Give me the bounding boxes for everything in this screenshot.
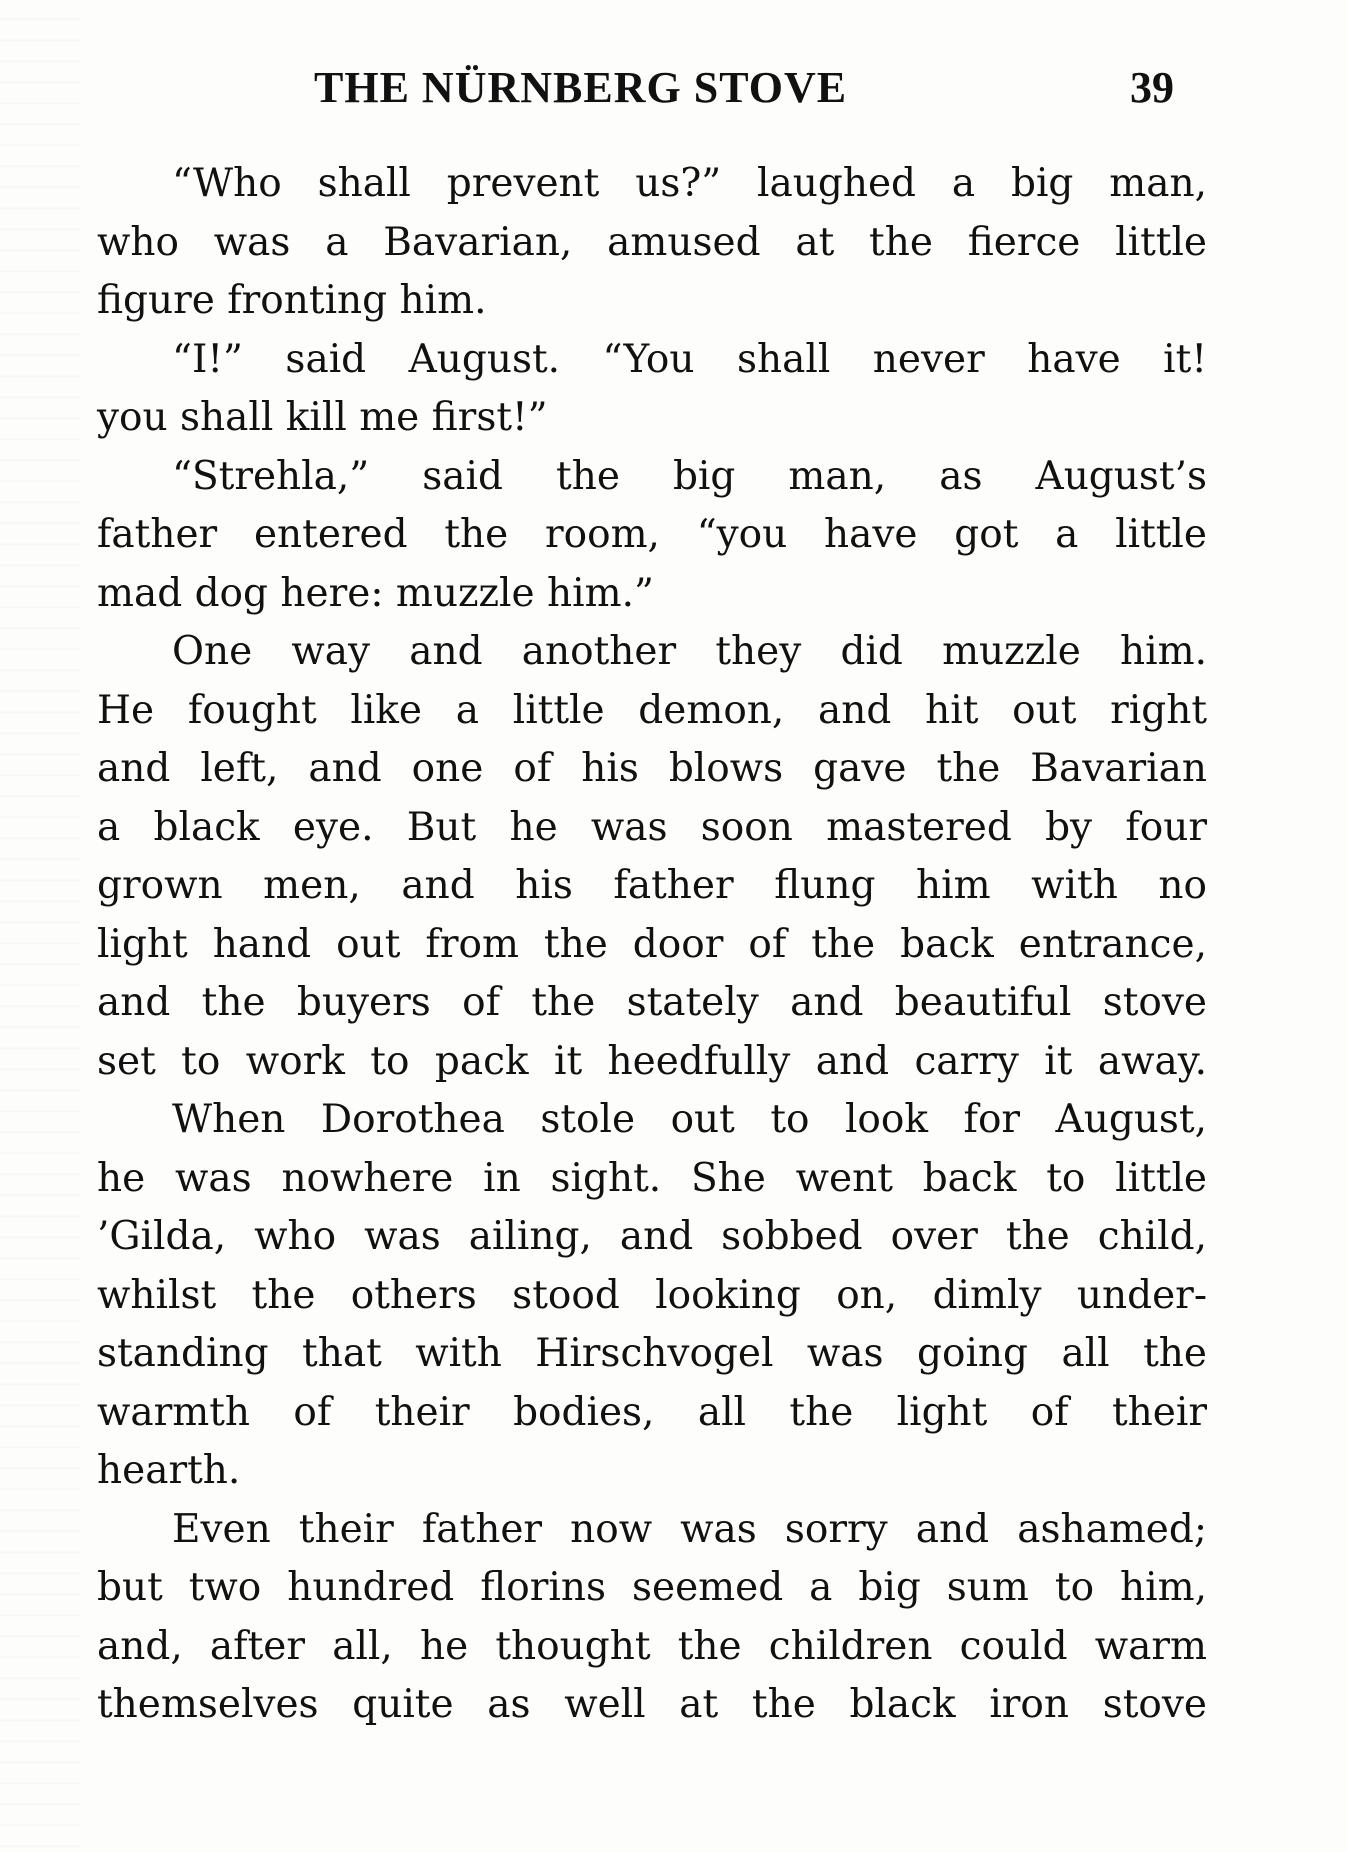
page-number: 39 [1130,63,1174,112]
text-line: light hand out from the door of the back entrance, [97,921,1207,967]
body-text [97,155,1207,1735]
text-line: a black eye. But he was soon mastered by four [97,804,1207,850]
text-line: grown men, and his father flung him with no [97,863,1207,908]
text-line: “Who shall prevent us?” laughed a big man, [172,161,1207,206]
text-line: who was a Bavarian, amused at the fierce little [97,219,1207,265]
text-line: father entered the room, “you have got a little [97,512,1207,557]
text-line: but two hundred florins seemed a big sum to him, [97,1565,1207,1610]
text-line: “I!” said August. “You shall never have it! [172,336,1207,382]
text-line: standing that with Hirschvogel was going all the [97,1331,1207,1376]
text-line: themselves quite as well at the black iron stove [97,1682,1207,1727]
text-line: he was nowhere in sight. She went back to little [97,1155,1207,1201]
text-line: “Strehla,” said the big man, as August’s [172,453,1207,499]
text-line: He fought like a little demon, and hit out right [97,687,1207,733]
text-line: and, after all, he thought the children could warm [97,1623,1207,1669]
text-line: figure fronting him. [97,278,487,323]
text-line: ’Gilda, who was ailing, and sobbed over the child, [97,1214,1207,1259]
text-line: whilst the others stood looking on, dimly under- [97,1272,1207,1318]
text-line: Even their father now was sorry and ashamed; [172,1506,1207,1552]
page-gutter [0,0,80,1852]
text-line: One way and another they did muzzle him. [172,629,1207,674]
text-line: When Dorothea stole out to look for August, [172,1097,1207,1142]
running-head [300,62,1200,122]
text-line: mad dog here: muzzle him.” [97,570,654,616]
text-line: set to work to pack it heedfully and carry it away. [97,1038,1207,1084]
text-line: hearth. [97,1448,241,1493]
running-title: THE NÜRNBERG STOVE [314,63,848,112]
text-line: and the buyers of the stately and beautiful stove [97,980,1207,1025]
text-line: warmth of their bodies, all the light of their [97,1389,1207,1435]
text-line: you shall kill me first!” [97,395,548,440]
text-line: and left, and one of his blows gave the Bavarian [97,746,1207,791]
